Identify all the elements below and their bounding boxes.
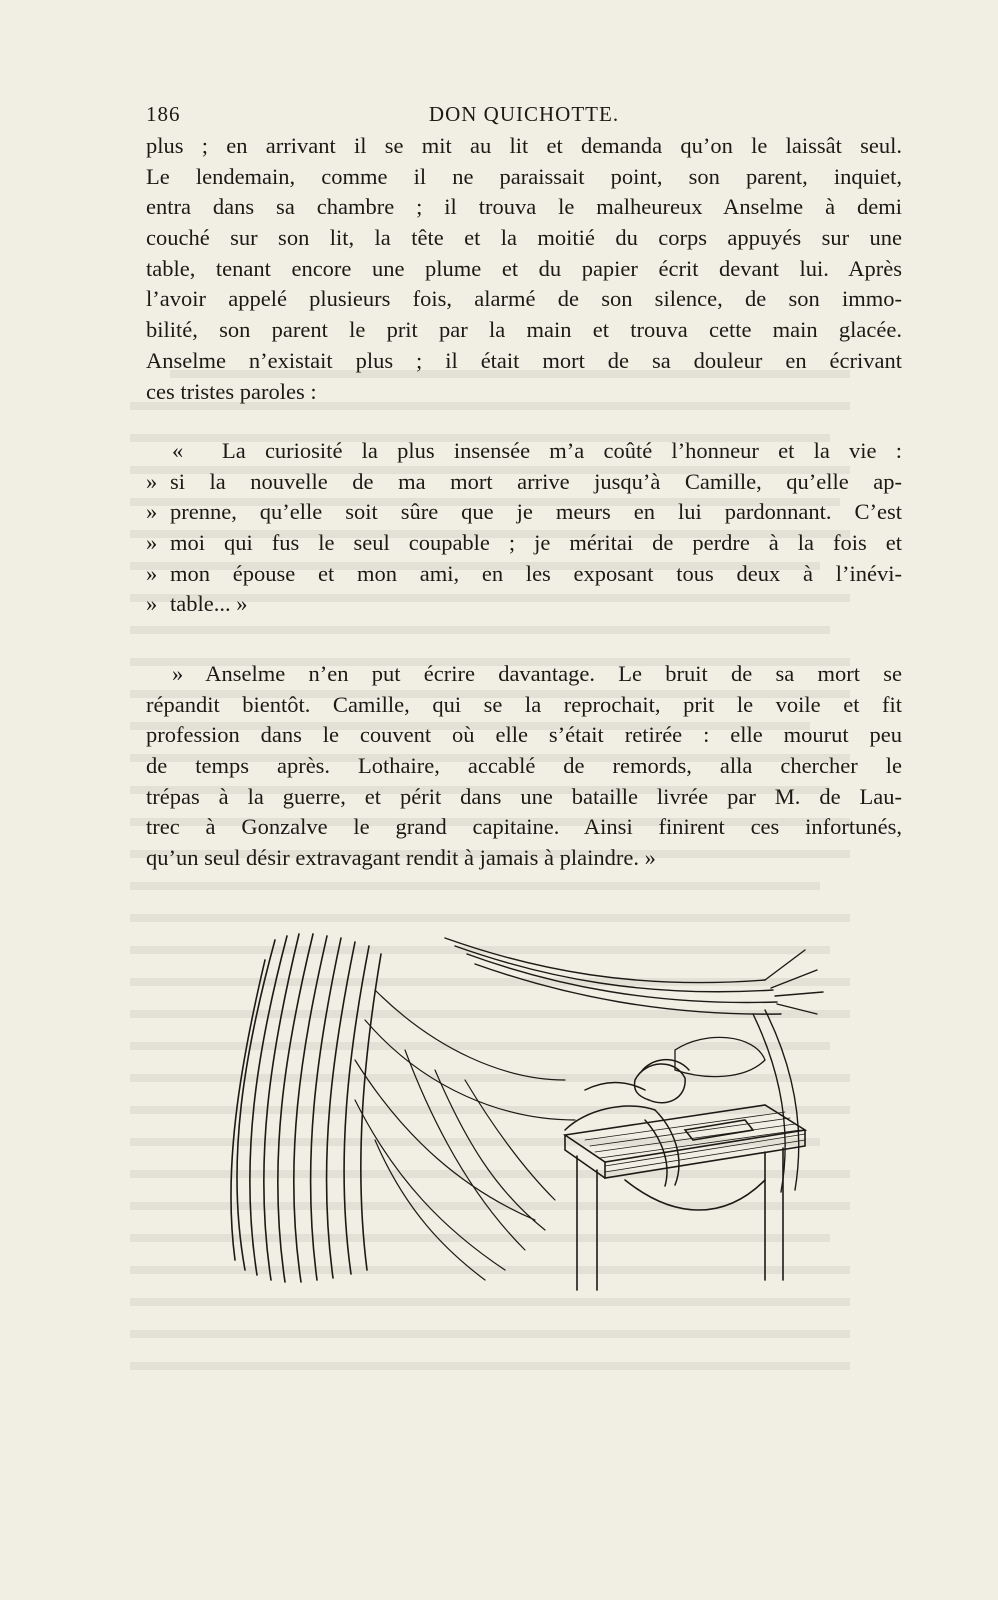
quoted-letter xyxy=(146,436,902,620)
text-line: Le lendemain, comme il ne paraissait point, son parent, inquiet, xyxy=(146,163,902,189)
text-line: de temps après. Lothaire, accablé de remords, alla chercher le xyxy=(146,753,902,779)
quote-text: table... » xyxy=(170,591,248,617)
bed-drapery xyxy=(355,990,575,1280)
quote-mark: » xyxy=(146,530,158,556)
engraving-illustration xyxy=(205,930,825,1310)
text-line: plus ; en arrivant il se mit au lit et demanda qu’on le laissât seul. xyxy=(146,133,902,158)
text-line: trépas à la guerre, et périt dans une bataille livrée par M. de Lau- xyxy=(146,783,902,809)
text-line: entra dans sa chambre ; il trouva le malheureux Anselme à demi xyxy=(146,194,902,220)
text-line: couché sur son lit, la tête et la moitié du corps appuyés sur une xyxy=(146,225,902,251)
running-title: DON QUICHOTTE. xyxy=(428,102,620,126)
text-line: » Anselme n’en put écrire davantage. Le bruit de sa mort se xyxy=(172,661,902,686)
text-line: profession dans le couvent où elle s’était retirée : elle mourut peu xyxy=(146,722,902,748)
pillow xyxy=(675,1037,765,1076)
quote-mark: » xyxy=(146,591,158,617)
quote-text: mon épouse et mon ami, en les exposant tous deux à l’inévi- xyxy=(170,560,902,586)
quote-mark: » xyxy=(146,468,158,494)
quote-mark: » xyxy=(146,499,158,525)
paragraph-2 xyxy=(146,659,902,874)
quote-line xyxy=(146,497,902,528)
text-line: l’avoir appelé plusieurs fois, alarmé de son silence, de son immo- xyxy=(146,286,902,312)
quote-text: moi qui fus le seul coupable ; je méritai de perdre à la fois et xyxy=(170,530,902,556)
quote-line xyxy=(146,589,902,620)
page-number: 186 xyxy=(146,102,181,126)
text-line: ces tristes paroles : xyxy=(146,378,317,404)
canopy xyxy=(445,938,823,1192)
text-line: table, tenant encore une plume et du papier écrit devant lui. Après xyxy=(146,255,902,281)
text-line: trec à Gonzalve le grand capitaine. Ainsi finirent ces infortunés, xyxy=(146,814,902,840)
quote-line xyxy=(146,528,902,559)
quote-line xyxy=(146,467,902,498)
text-line: qu’un seul désir extravagant rendit à jamais à plaindre. » xyxy=(146,845,656,871)
text-line: bilité, son parent le prit par la main et trouva cette main glacée. xyxy=(146,317,902,343)
text-line: répandit bientôt. Camille, qui se la reprochait, prit le voile et fit xyxy=(146,691,902,717)
text-line: Anselme n’existait plus ; il était mort de sa douleur en écrivant xyxy=(146,347,902,373)
quote-text: La curiosité la plus insensée m’a coûté l’honneur et la vie : xyxy=(222,438,902,463)
quote-line xyxy=(146,436,902,467)
running-head xyxy=(146,100,902,130)
quote-mark: » xyxy=(146,560,158,586)
quote-line xyxy=(146,559,902,590)
quote-text: si la nouvelle de ma mort arrive jusqu’à Camille, qu’elle ap- xyxy=(170,468,902,494)
quote-mark: « xyxy=(172,438,184,463)
quote-text: prenne, qu’elle soit sûre que je meurs en lui pardonnant. C’est xyxy=(170,499,902,525)
paragraph-1 xyxy=(146,131,902,407)
